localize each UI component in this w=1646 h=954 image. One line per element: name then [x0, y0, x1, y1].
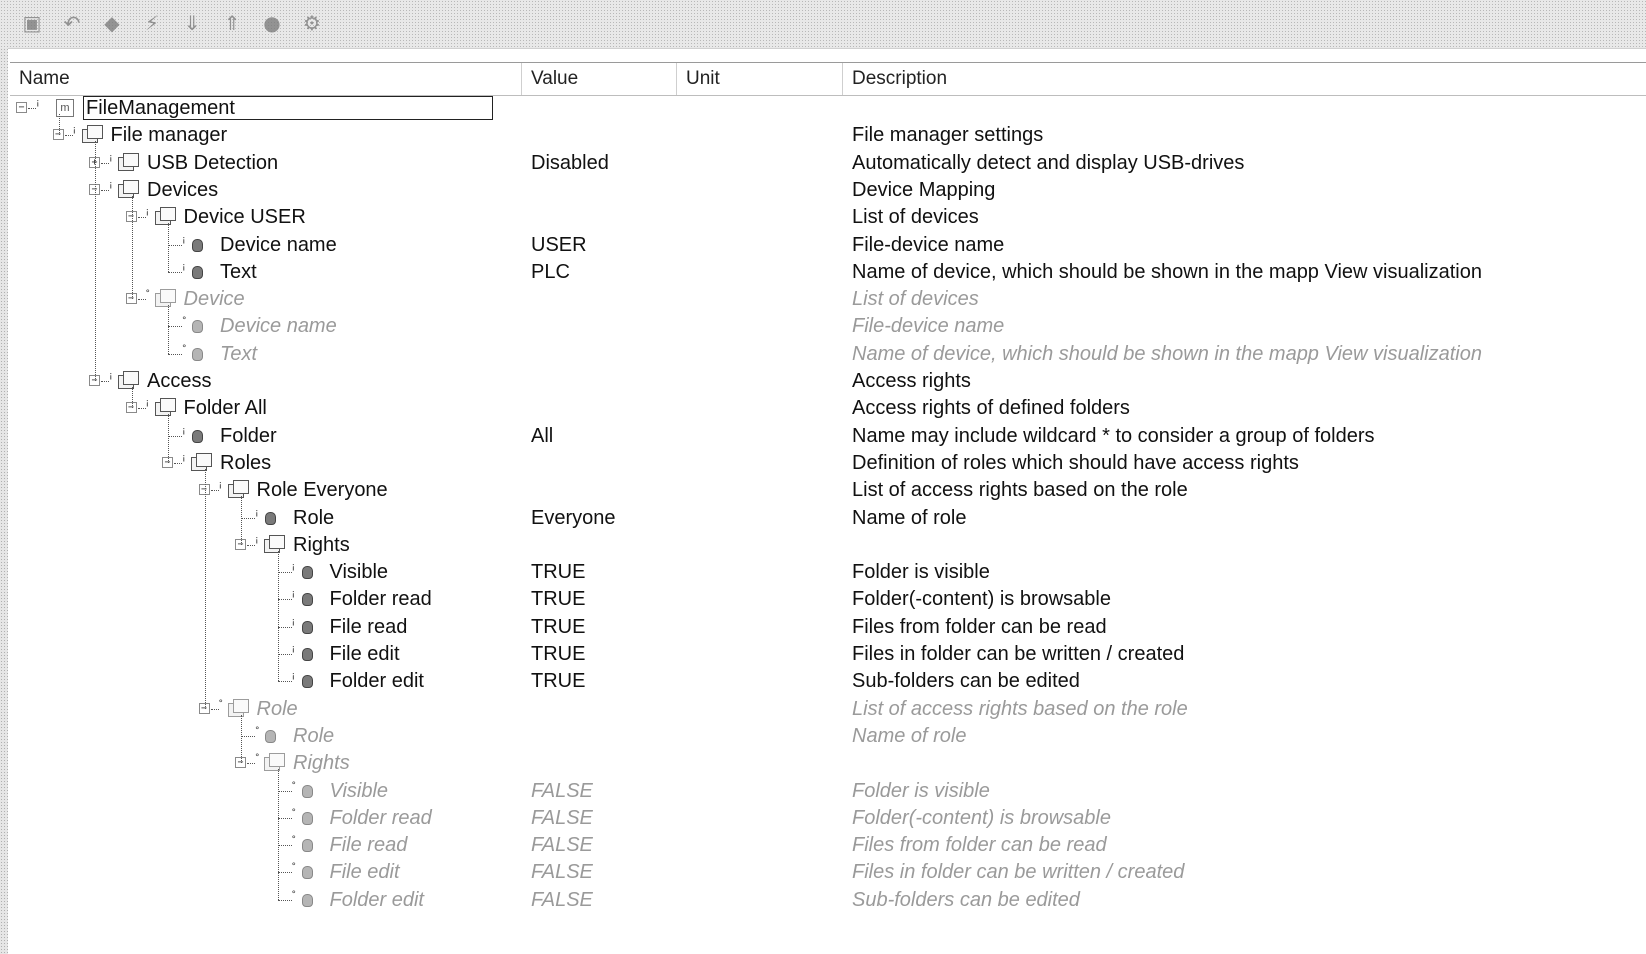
column-header-description[interactable]: Description — [852, 68, 948, 89]
tree-guide-line — [241, 715, 242, 764]
tree-guide-line — [205, 469, 206, 709]
tree-guide-line — [241, 496, 242, 545]
collapse-icon[interactable]: − — [235, 757, 246, 768]
tree-connector — [101, 381, 109, 382]
state-marker-icon: ¡ — [182, 261, 186, 272]
parameter-icon — [302, 675, 313, 688]
row-value[interactable]: TRUE — [531, 643, 586, 665]
sort-descending-icon[interactable]: ⇓ — [183, 11, 201, 35]
state-marker-icon: ¡ — [36, 98, 40, 108]
state-marker-icon: ¡ — [109, 179, 113, 190]
row-value[interactable]: TRUE — [531, 615, 586, 638]
parameter-icon — [265, 730, 276, 743]
row-description: Automatically detect and display USB-drives — [852, 151, 1245, 174]
group-icon — [115, 152, 139, 172]
row-value[interactable]: FALSE — [531, 861, 593, 884]
group-icon — [261, 752, 285, 772]
group-icon — [152, 206, 176, 226]
state-marker-icon: ¡ — [182, 452, 186, 463]
row-name: Rights — [293, 533, 350, 556]
row-description: File-device name — [852, 233, 1005, 256]
row-value[interactable]: TRUE — [531, 561, 586, 584]
tree-row[interactable] — [10, 312, 1646, 341]
tree-connector — [241, 518, 255, 519]
row-value[interactable]: FALSE — [531, 834, 593, 857]
parameter-icon — [192, 348, 203, 361]
undo-icon[interactable]: ↶ — [63, 11, 81, 35]
collapse-icon[interactable]: − — [199, 703, 210, 714]
row-name: Text — [220, 342, 258, 365]
flash-icon[interactable]: ⚡ — [144, 11, 160, 35]
tree-connector — [101, 190, 109, 191]
row-value[interactable]: FALSE — [531, 779, 593, 802]
tree-connector — [138, 299, 146, 300]
tree-connector — [174, 463, 182, 464]
state-marker-icon: ° — [291, 807, 296, 818]
tree-connector — [247, 545, 255, 546]
tree-connector — [278, 900, 292, 901]
tree-row[interactable] — [10, 476, 1646, 505]
tree-row[interactable] — [10, 285, 1646, 314]
sort-ascending-icon[interactable]: ⇑ — [223, 11, 241, 35]
tree-guide-line — [278, 769, 279, 900]
tree-connector — [101, 163, 109, 164]
tree-connector — [211, 490, 219, 491]
tree-row[interactable] — [10, 149, 1646, 178]
row-name: File edit — [329, 643, 400, 665]
tree-connector — [278, 681, 292, 682]
group-icon — [225, 479, 249, 499]
tree-row[interactable] — [10, 394, 1646, 423]
state-marker-icon: ° — [182, 343, 187, 354]
tree-row[interactable] — [10, 531, 1646, 560]
row-name: Device USER — [183, 206, 306, 229]
state-marker-icon: ° — [182, 316, 187, 327]
row-name: Visible — [329, 561, 389, 584]
row-name: File edit — [329, 861, 400, 884]
state-marker-icon: ° — [255, 753, 260, 764]
collapse-icon[interactable]: − — [89, 375, 100, 386]
tree-row[interactable] — [10, 176, 1646, 205]
settings-icon[interactable]: ● — [263, 11, 281, 35]
tree-connector — [28, 108, 36, 109]
property-grid — [10, 62, 1646, 954]
row-description: Files from folder can be read — [852, 615, 1107, 638]
state-marker-icon: ¡ — [109, 371, 113, 381]
row-name: Visible — [329, 779, 389, 802]
row-description: Access rights — [852, 370, 971, 392]
parameter-icon — [192, 320, 203, 333]
parameter-icon — [302, 785, 313, 798]
state-marker-icon: ° — [291, 889, 296, 900]
row-name: Rights — [293, 752, 350, 775]
tree-connector — [278, 654, 292, 655]
row-name: Text — [220, 260, 257, 283]
row-name: Role — [293, 506, 335, 529]
column-header-name[interactable]: Name — [10, 63, 522, 95]
collapse-icon[interactable]: − — [16, 102, 27, 113]
column-header — [10, 62, 1646, 96]
tree-connector — [278, 572, 292, 573]
collapse-icon[interactable]: − — [53, 129, 64, 140]
row-description: Sub-folders can be edited — [852, 888, 1080, 911]
state-marker-icon: ¡ — [145, 398, 150, 409]
tree-connector — [278, 627, 292, 628]
row-name: Role Everyone — [256, 479, 388, 502]
row-name: Folder edit — [329, 670, 424, 693]
row-name: Folder read — [329, 806, 432, 829]
parameter-icon — [192, 430, 203, 443]
tree-row[interactable] — [10, 831, 1646, 860]
state-marker-icon: ¡ — [291, 616, 296, 627]
row-description: List of devices — [852, 288, 979, 311]
tree-row[interactable] — [10, 640, 1646, 669]
parameter-icon — [302, 566, 313, 579]
row-name: Folder read — [329, 588, 432, 611]
parameter-icon — [265, 512, 276, 525]
tree-connector — [278, 791, 292, 792]
parameter-icon — [302, 621, 313, 634]
row-name: Device name — [220, 233, 337, 256]
row-name: Folder — [220, 424, 277, 447]
row-value[interactable]: TRUE — [531, 588, 586, 611]
state-marker-icon: ¡ — [291, 671, 296, 682]
state-marker-icon: ° — [255, 725, 260, 736]
tree-connector — [241, 736, 255, 737]
tree-guide-line — [95, 141, 96, 381]
row-description: Folder(-content) is browsable — [852, 588, 1111, 611]
row-value[interactable]: TRUE — [531, 670, 586, 693]
group-icon — [115, 370, 139, 390]
row-name: Folder All — [183, 397, 267, 420]
state-marker-icon: ° — [291, 835, 296, 846]
row-description: Name of device, which should be shown in the mapp View visualization — [852, 342, 1482, 365]
collapse-icon[interactable]: − — [126, 402, 137, 413]
tree-row[interactable] — [10, 858, 1646, 887]
row-value[interactable]: Disabled — [531, 151, 609, 174]
tree-row[interactable] — [10, 449, 1646, 478]
tree-row[interactable] — [10, 231, 1646, 260]
tree-row[interactable] — [10, 340, 1646, 369]
tree-guide-line — [59, 114, 60, 135]
tree-row[interactable] — [10, 422, 1646, 451]
row-value[interactable]: FALSE — [531, 806, 593, 829]
tree-connector — [168, 326, 182, 327]
group-icon — [188, 452, 212, 472]
state-marker-icon: ¡ — [109, 152, 113, 163]
parameter-icon — [302, 648, 313, 661]
parameter-icon — [302, 866, 313, 879]
collapse-icon[interactable]: − — [235, 539, 246, 550]
row-description: Definition of roles which should have access rights — [852, 451, 1299, 474]
row-value[interactable]: All — [531, 424, 554, 447]
back-icon[interactable]: ◆ — [104, 11, 120, 35]
tree-guide-line — [132, 387, 133, 408]
tree-row[interactable] — [10, 777, 1646, 806]
row-value[interactable]: Everyone — [531, 506, 616, 529]
tree-connector — [138, 217, 146, 218]
tree-guide-line — [168, 223, 169, 272]
group-icon — [115, 179, 139, 199]
tree-row[interactable] — [10, 804, 1646, 833]
state-marker-icon: ¡ — [218, 480, 223, 491]
parameter-icon — [302, 894, 313, 907]
state-marker-icon: ¡ — [291, 562, 296, 573]
row-value[interactable]: PLC — [531, 260, 570, 283]
row-description: Name may include wildcard * to consider a group of folders — [852, 424, 1375, 447]
tree-row[interactable] — [10, 203, 1646, 232]
row-description: Files in folder can be written / created — [852, 643, 1185, 665]
tree-connector — [168, 245, 182, 246]
tree-connector — [278, 599, 292, 600]
state-marker-icon: ¡ — [145, 207, 150, 218]
tree-row[interactable] — [10, 667, 1646, 696]
state-marker-icon: ¡ — [291, 644, 296, 654]
tree-connector — [278, 872, 292, 873]
state-marker-icon: ¡ — [255, 507, 259, 518]
column-header-unit[interactable]: Unit — [677, 63, 843, 95]
row-name: FileManagement — [84, 97, 492, 119]
row-description: Name of role — [852, 506, 967, 529]
row-description: Folder is visible — [852, 561, 990, 584]
group-icon — [152, 288, 176, 308]
module-icon: m — [56, 99, 74, 117]
tree-row[interactable] — [10, 695, 1646, 724]
row-description: File manager settings — [852, 124, 1044, 147]
row-description: Files from folder can be read — [852, 834, 1107, 857]
row-description: Access rights of defined folders — [852, 397, 1130, 420]
tree-row[interactable] — [10, 749, 1646, 778]
row-description: Name of role — [852, 724, 967, 747]
tree-connector — [278, 845, 292, 846]
tree-row[interactable] — [10, 367, 1646, 396]
row-name: File read — [329, 834, 408, 857]
row-description: List of devices — [852, 206, 979, 229]
state-marker-icon: ¡ — [291, 589, 296, 600]
tree-connector — [168, 436, 182, 437]
group-icon — [152, 397, 176, 417]
row-name: Folder edit — [329, 888, 424, 911]
collapse-icon[interactable]: − — [162, 457, 173, 468]
tree-row[interactable] — [10, 121, 1646, 150]
row-name: Role — [256, 697, 298, 720]
row-description: Name of device, which should be shown in the mapp View visualization — [852, 260, 1482, 283]
tree-row[interactable] — [10, 886, 1646, 915]
state-marker-icon: ° — [145, 289, 150, 300]
state-marker-icon: ¡ — [255, 534, 259, 545]
row-description: List of access rights based on the role — [852, 479, 1188, 502]
column-header-value[interactable]: Value — [522, 63, 677, 95]
collapse-icon[interactable]: − — [126, 293, 137, 304]
tree-row[interactable] — [10, 504, 1646, 533]
tree-guide-line — [278, 551, 279, 682]
collapse-icon[interactable]: − — [89, 184, 100, 195]
tree-connector — [138, 408, 146, 409]
state-marker-icon: ¡ — [182, 234, 186, 245]
parameter-icon — [192, 266, 203, 279]
expand-icon[interactable]: + — [89, 157, 100, 168]
row-value[interactable]: USER — [531, 233, 587, 256]
row-name: Device — [183, 288, 245, 311]
parameter-icon — [192, 239, 203, 252]
row-description: Folder(-content) is browsable — [852, 806, 1111, 829]
row-name: Roles — [220, 451, 272, 474]
row-name: File read — [329, 615, 408, 638]
row-name: Device name — [220, 315, 337, 338]
tree-row[interactable] — [10, 258, 1646, 287]
state-marker-icon: ° — [291, 862, 296, 873]
tree-connector — [168, 354, 182, 355]
tree-row[interactable] — [10, 558, 1646, 587]
parameter-icon — [302, 839, 313, 852]
row-name: Access — [147, 370, 212, 392]
parameter-icon — [302, 593, 313, 606]
toolbar — [0, 0, 1646, 49]
gear-icon[interactable]: ⚙ — [303, 11, 321, 35]
state-marker-icon: ¡ — [182, 425, 186, 436]
row-name: USB Detection — [147, 151, 279, 174]
row-description: Folder is visible — [852, 779, 990, 802]
collapse-icon[interactable]: − — [199, 484, 210, 495]
tree-connector — [168, 272, 182, 273]
parameter-icon — [302, 812, 313, 825]
tree-guide-line — [168, 305, 169, 354]
row-value[interactable]: FALSE — [531, 888, 593, 911]
tree-row[interactable] — [10, 585, 1646, 614]
row-description: List of access rights based on the role — [852, 697, 1188, 720]
save-icon[interactable]: ▣ — [22, 11, 42, 35]
tree-row[interactable] — [10, 722, 1646, 751]
group-icon — [225, 698, 249, 718]
tree-row[interactable] — [10, 613, 1646, 642]
tree-rows — [10, 94, 1646, 954]
row-description: Device Mapping — [852, 178, 996, 201]
collapse-icon[interactable]: − — [126, 211, 137, 222]
row-description: Sub-folders can be edited — [852, 670, 1080, 693]
tree-connector — [211, 709, 219, 710]
state-marker-icon: ° — [291, 780, 296, 791]
tree-connector — [65, 135, 73, 136]
group-icon — [79, 124, 103, 144]
row-description: Files in folder can be written / created — [852, 861, 1185, 884]
row-name: File manager — [110, 124, 228, 147]
tree-connector — [278, 818, 292, 819]
tree-guide-line — [168, 414, 169, 463]
tree-row[interactable] — [10, 94, 1646, 123]
tree-guide-line — [132, 196, 133, 299]
row-name: Devices — [147, 178, 219, 201]
row-name: Role — [293, 724, 335, 747]
row-description: File-device name — [852, 315, 1005, 338]
state-marker-icon: ¡ — [72, 125, 77, 136]
tree-connector — [247, 763, 255, 764]
left-edge — [0, 48, 8, 954]
group-icon — [261, 534, 285, 554]
state-marker-icon: ° — [218, 698, 223, 709]
